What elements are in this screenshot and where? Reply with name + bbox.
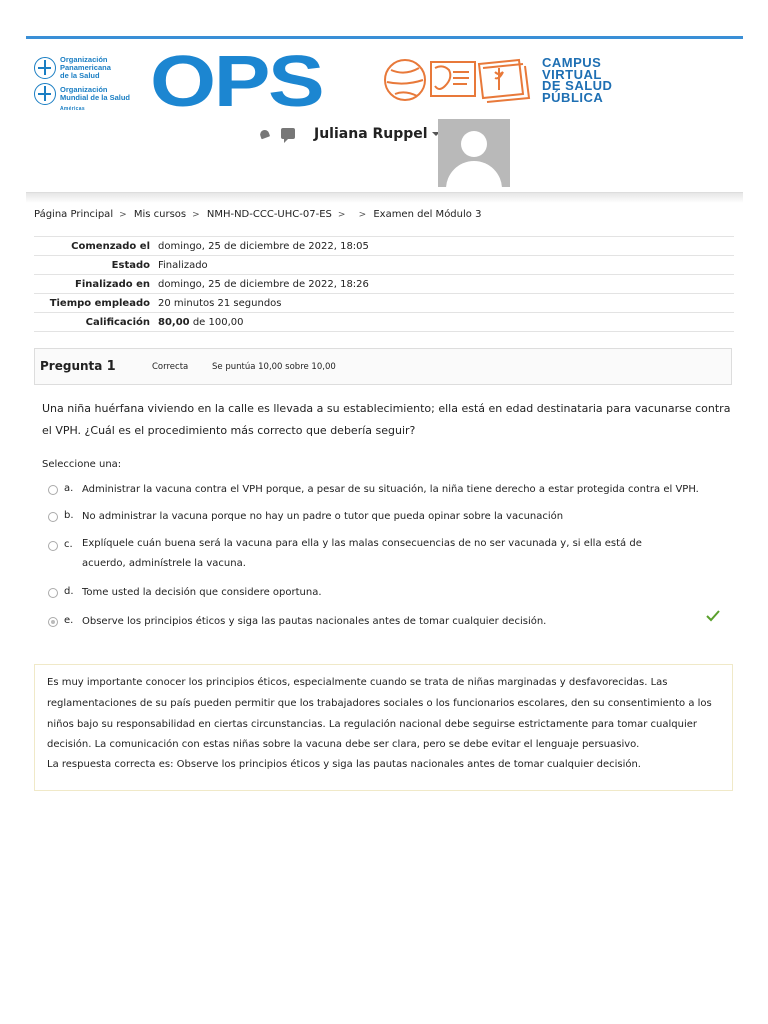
answer-prompt: Seleccione una:: [42, 459, 122, 470]
summary-value: domingo, 25 de diciembre de 2022, 18:26: [158, 278, 369, 290]
answer-option-e[interactable]: [48, 615, 546, 629]
radio-button[interactable]: [48, 541, 58, 551]
answer-option-d[interactable]: [48, 586, 322, 600]
chevron-right-icon: >: [337, 210, 346, 220]
summary-row: [34, 294, 734, 313]
campus-line: VIRTUAL: [542, 66, 602, 82]
check-icon: [706, 609, 720, 623]
who-sub: Américas: [60, 106, 85, 112]
chat-icon[interactable]: [281, 128, 295, 139]
radio-button-selected[interactable]: [48, 617, 58, 627]
campus-line: DE SALUD: [542, 78, 613, 93]
radio-button[interactable]: [48, 512, 58, 522]
campus-line: CAMPUS: [542, 55, 602, 70]
bell-icon[interactable]: [259, 128, 271, 140]
answer-text: No administrar la vacuna porque no hay un padre o tutor que pueda opinar sobre la vacunación: [82, 511, 564, 522]
chevron-right-icon: >: [192, 210, 200, 220]
top-accent-line: [26, 36, 743, 39]
summary-label: Finalizado en: [75, 278, 150, 290]
breadcrumb-home[interactable]: Página Principal: [34, 209, 114, 220]
who-line: Organización: [60, 85, 108, 94]
who-line: Organización: [60, 55, 108, 64]
question-info: [34, 348, 732, 385]
breadcrumb-exam[interactable]: Examen del Módulo 3: [373, 209, 482, 220]
answer-letter: b.: [64, 510, 74, 521]
who-globe-icon: [34, 83, 56, 105]
answer-option-a[interactable]: [48, 483, 699, 497]
answer-letter: d.: [64, 586, 74, 597]
breadcrumb-my-courses[interactable]: Mis cursos: [133, 209, 187, 220]
answer-text: Tome usted la decisión que considere oportuna.: [82, 587, 322, 598]
user-menu[interactable]: [314, 126, 440, 142]
chevron-right-icon: >: [119, 210, 127, 220]
question-title: [40, 359, 116, 374]
campus-line: PÚBLICA: [542, 89, 604, 105]
radio-button[interactable]: [48, 485, 58, 495]
question-text: Una niña huérfana viviendo en la calle es llevada a su establecimiento; ella está en edad destinataria para vacunarse contra el VPH. ¿Cuál es el procedimiento más correcto que debería seguir?: [42, 402, 731, 437]
summary-row: [34, 275, 734, 294]
breadcrumb-course[interactable]: NMH-ND-CCC-UHC-07-ES: [206, 209, 332, 220]
campus-illustration: [383, 56, 535, 104]
breadcrumb: [34, 209, 483, 220]
summary-row: [34, 313, 734, 332]
right-answer: La respuesta correcta es: Observe los principios éticos y siga las pautas nacionales antes de tomar cualquier decisión.: [47, 759, 641, 770]
question-label: Pregunta: [40, 359, 103, 373]
question-number: 1: [106, 359, 116, 374]
question-state: Correcta: [152, 362, 189, 372]
answer-option-c[interactable]: [48, 539, 688, 574]
user-icons: [259, 128, 295, 140]
campus-virtual-logo: [542, 57, 612, 103]
summary-label: Estado: [111, 259, 150, 271]
un-globe-icon: [34, 57, 56, 79]
answer-letter: a.: [64, 483, 74, 494]
summary-row: [34, 237, 734, 256]
grade-value: 80,00: [158, 316, 190, 328]
header-divider: [26, 192, 743, 203]
summary-row: [34, 256, 734, 275]
radio-button[interactable]: [48, 588, 58, 598]
paho-who-logo: [34, 56, 144, 110]
answer-text: Explíquele cuán buena será la vacuna para ella y las malas consecuencias de no ser vacunada y, si ella está de acuerdo, adminístrele la vacuna.: [82, 538, 642, 569]
answer-option-b[interactable]: [48, 510, 563, 524]
who-line: Panamericana: [60, 63, 111, 72]
answer-letter: e.: [64, 615, 74, 626]
avatar[interactable]: [438, 119, 510, 187]
answer-text: Administrar la vacuna contra el VPH porque, a pesar de su situación, la niña tiene derecho a estar protegida contra el VPH.: [82, 484, 699, 495]
general-feedback: Es muy importante conocer los principios éticos, especialmente cuando se trata de niñas marginadas y desfavorecidas. Las reglamentaciones de su país pueden permitir que los trabajadores sociales o los funcionarios escolares, den su consentimiento a los niños bajo su responsabilidad en ciertas circunstancias. La regulación nacional debe seguirse estrictamente para tomar cualquier decisión. La comunicación con estas niñas sobre la vacuna debe ser clara, pero se debe evitar el lenguaje persuasivo.: [47, 677, 712, 751]
who-line: de la Salud: [60, 71, 100, 80]
feedback-box: [34, 664, 733, 791]
summary-label: Comenzado el: [71, 240, 150, 252]
summary-value: 20 minutos 21 segundos: [158, 297, 282, 309]
answer-text: Observe los principios éticos y siga las pautas nacionales antes de tomar cualquier decisión.: [82, 616, 547, 627]
answer-letter: c.: [64, 539, 73, 550]
who-line: Mundial de la Salud: [60, 93, 131, 102]
summary-label: Calificación: [85, 316, 150, 328]
attempt-summary-table: [34, 236, 734, 332]
question-grade: Se puntúa 10,00 sobre 10,00: [212, 362, 336, 372]
chevron-right-icon: >: [358, 210, 367, 220]
summary-value: domingo, 25 de diciembre de 2022, 18:05: [158, 240, 369, 252]
summary-value: [158, 313, 734, 332]
ops-logo: OPS: [150, 42, 323, 122]
user-name: Juliana Ruppel: [314, 126, 428, 142]
summary-value: Finalizado: [158, 259, 208, 271]
summary-label: Tiempo empleado: [49, 297, 150, 309]
grade-suffix: de 100,00: [189, 316, 244, 328]
